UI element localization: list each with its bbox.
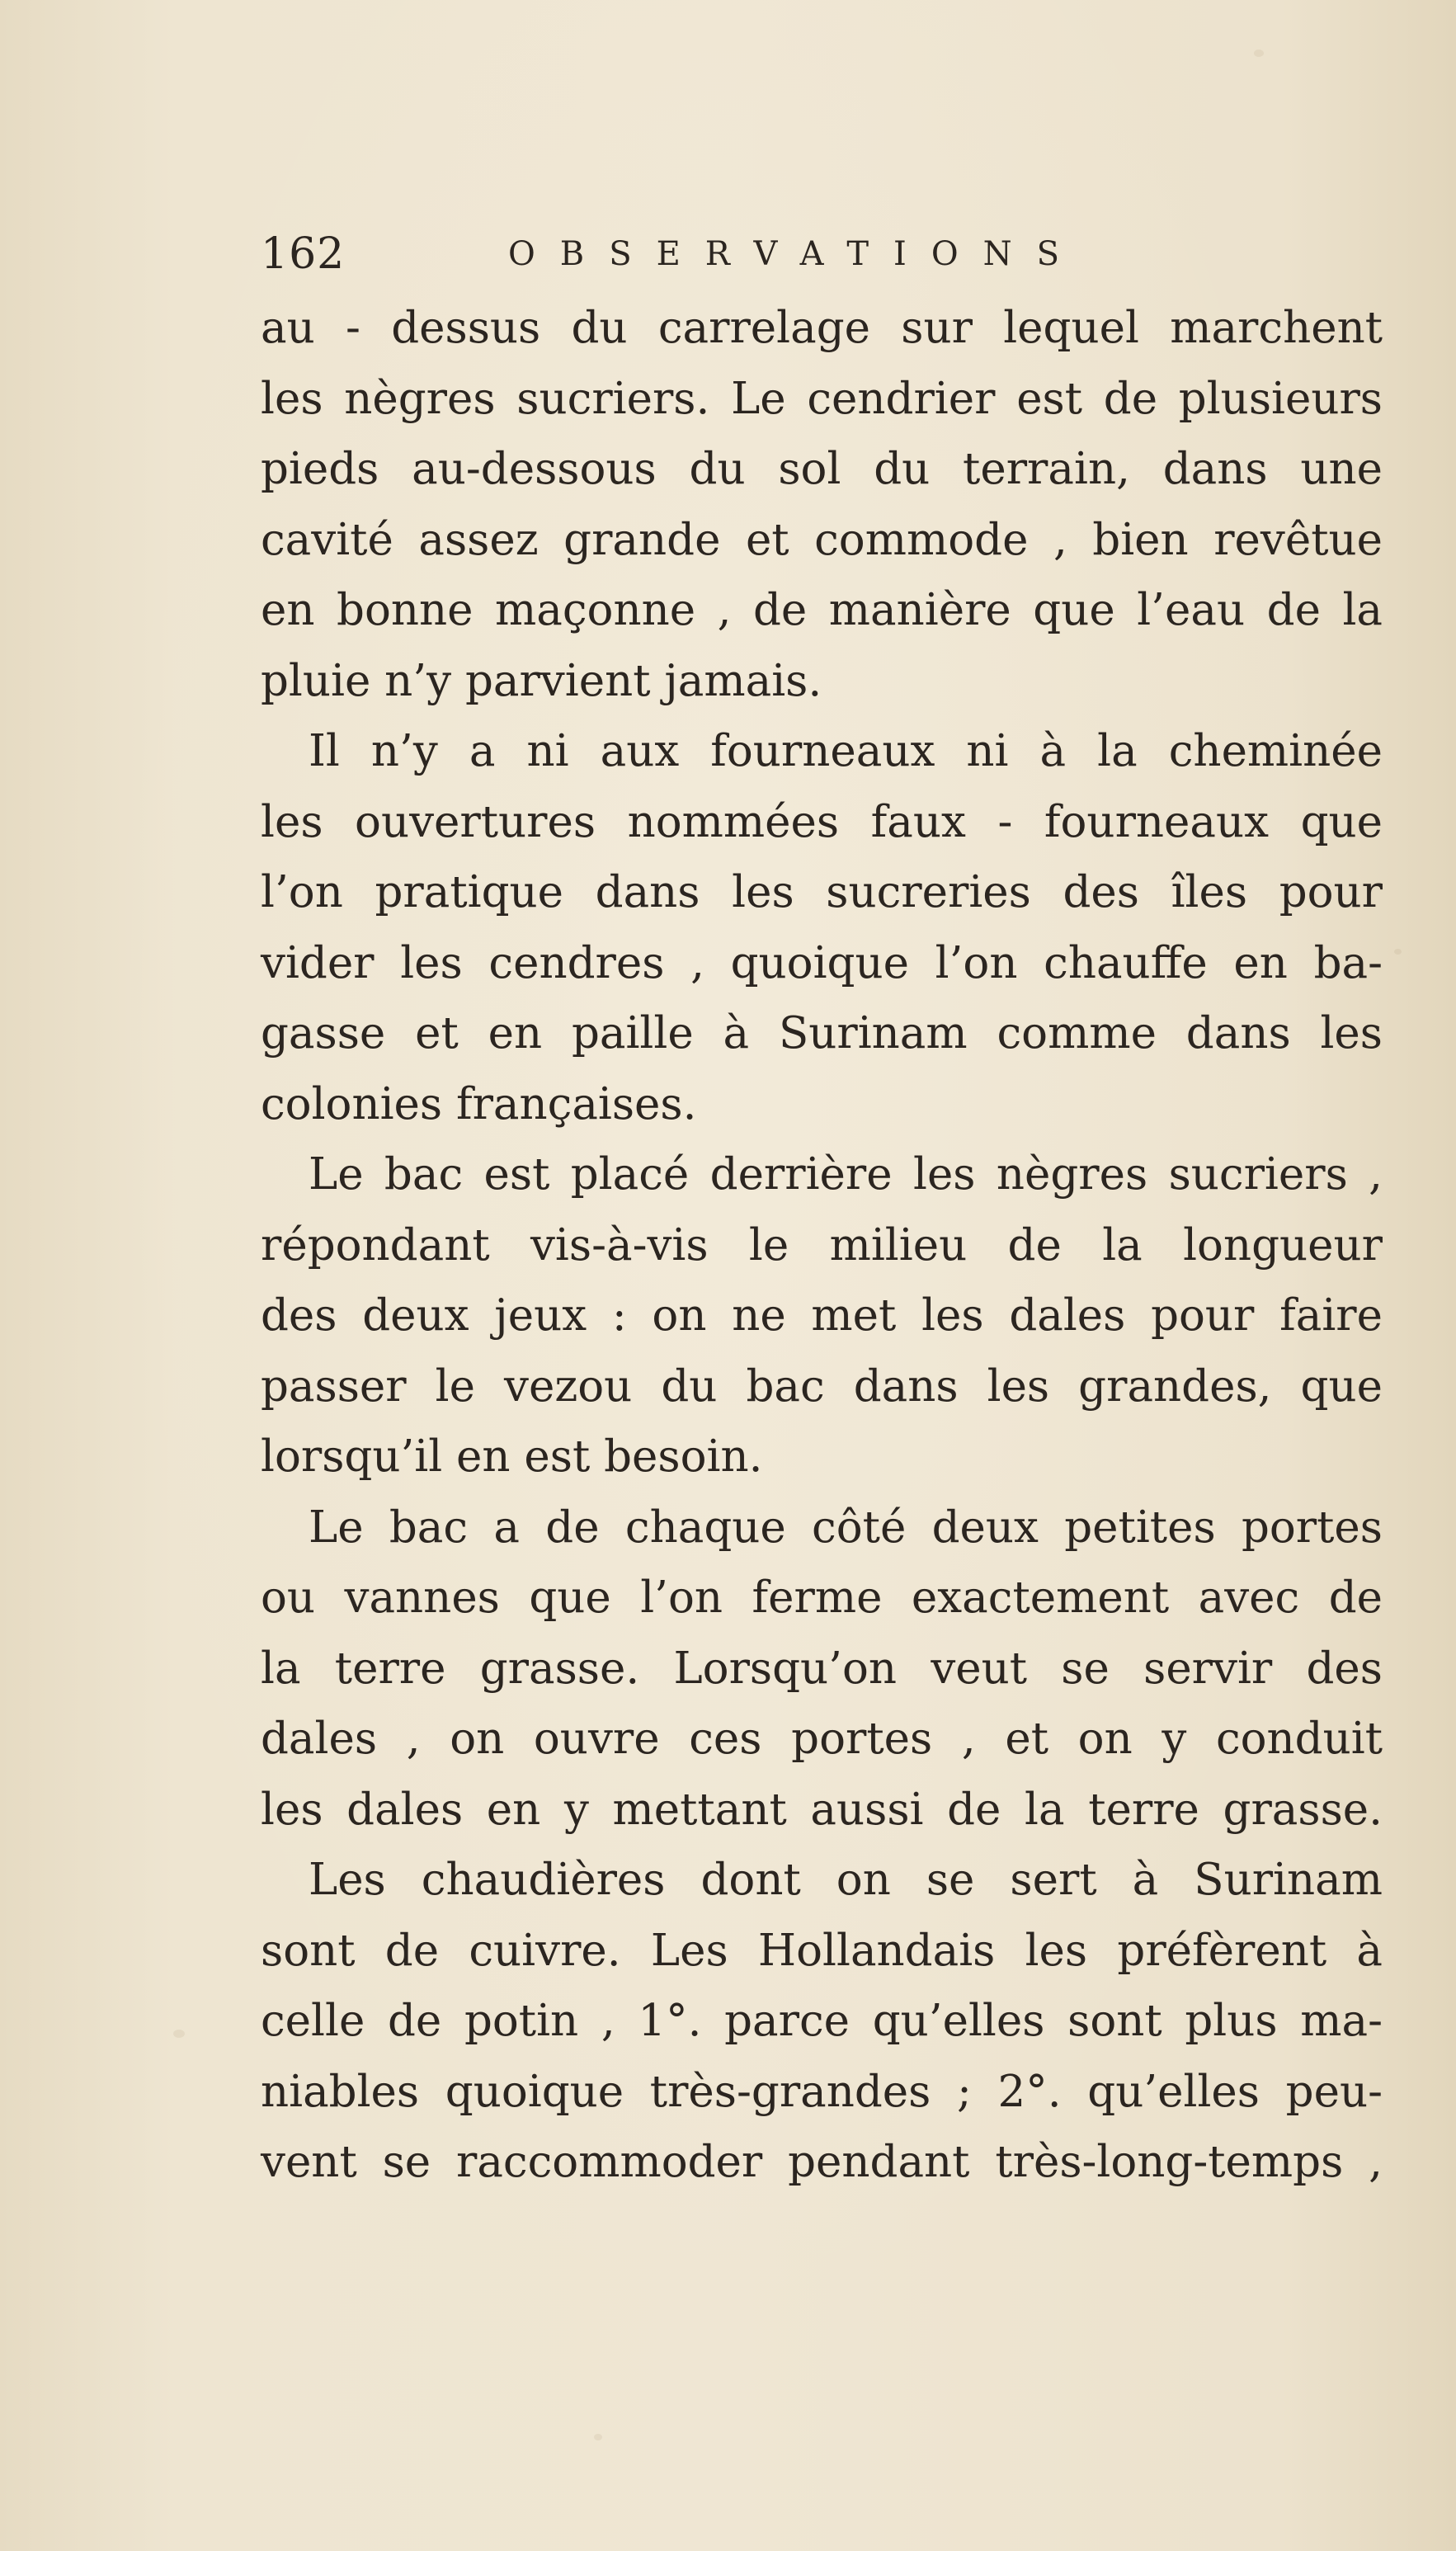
text-line: des deux jeux : on ne met les dales pour faire xyxy=(261,1290,1383,1341)
paper-stain xyxy=(594,2434,602,2440)
text-line: vent se raccommoder pendant très-long-temps , xyxy=(261,2137,1383,2187)
text-line: niables quoique très-grandes ; 2°. qu’elles peu- xyxy=(261,2066,1383,2117)
text-line: gasse et en paille à Surinam comme dans les xyxy=(261,1008,1383,1059)
text-line: l’on pratique dans les sucreries des îles pour xyxy=(261,867,1383,917)
text-line: sont de cuivre. Les Hollandais les préfèrent à xyxy=(261,1925,1383,1976)
text-line: vider les cendres , quoique l’on chauffe en ba- xyxy=(261,937,1383,988)
text-line: colonies françaises. xyxy=(261,1078,697,1129)
text-line: Le bac est placé derrière les nègres sucriers , xyxy=(309,1149,1383,1200)
text-line: Il n’y a ni aux fourneaux ni à la cheminée xyxy=(309,726,1383,776)
text-line: au - dessus du carrelage sur lequel marchent xyxy=(261,303,1383,353)
text-line: dales , on ouvre ces portes , et on y conduit xyxy=(261,1714,1383,1764)
paper-stain xyxy=(1254,50,1264,57)
text-line: les nègres sucriers. Le cendrier est de plusieurs xyxy=(261,373,1383,424)
text-line: en bonne maçonne , de manière que l’eau de la xyxy=(261,585,1383,635)
text-line: ou vannes que l’on ferme exactement avec de xyxy=(261,1573,1383,1623)
text-line: les dales en y mettant aussi de la terre grasse. xyxy=(261,1784,1383,1835)
page-number: 162 xyxy=(261,229,346,279)
text-line: la terre grasse. Lorsqu’on veut se servir des xyxy=(261,1643,1383,1694)
body-text xyxy=(261,293,1383,2198)
text-line: Les chaudières dont on se sert à Surinam xyxy=(309,1855,1383,1905)
text-line: passer le vezou du bac dans les grandes, que xyxy=(261,1360,1383,1412)
text-line: lorsqu’il en est besoin. xyxy=(261,1431,763,1482)
text-line: répondant vis-à-vis le milieu de la longueur xyxy=(261,1219,1383,1271)
text-line: Le bac a de chaque côté deux petites portes xyxy=(309,1502,1383,1553)
text-line: pieds au-dessous du sol du terrain, dans une xyxy=(261,444,1383,494)
page-header xyxy=(261,221,1399,287)
running-head: OBSERVATIONS xyxy=(508,235,1085,273)
paper-stain xyxy=(173,2030,185,2038)
text-line: pluie n’y parvient jamais. xyxy=(261,655,822,706)
text-line: celle de potin , 1°. parce qu’elles sont plus ma- xyxy=(261,1996,1383,2046)
paper-stain xyxy=(1394,949,1402,955)
text-line: les ouvertures nommées faux - fourneaux que xyxy=(261,796,1383,847)
text-line: cavité assez grande et commode , bien revêtue xyxy=(261,514,1383,565)
